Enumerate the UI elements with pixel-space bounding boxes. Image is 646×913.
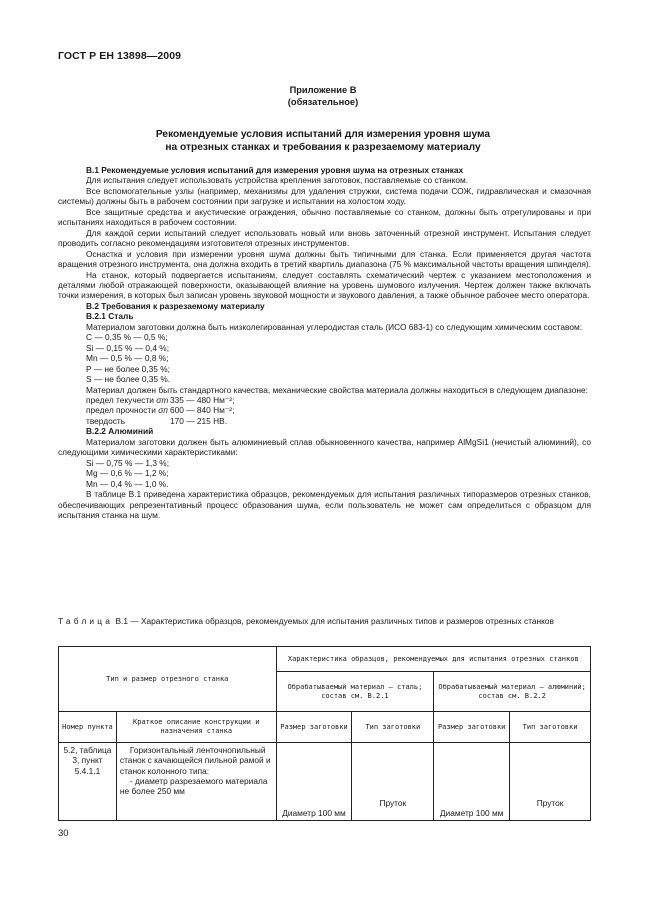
composition-item: Mn — 0,4 % — 1,0 %. [86,478,169,489]
header-machine-type: Тип и размер отрезного станка [59,647,277,712]
cell-item-number: 5.2, таблица 3, пункт 5.4.1.1 [59,743,117,821]
standard-header: ГОСТ Р ЕН 13898—2009 [58,50,182,62]
composition-item: С — 0,35 % — 0,5 %; [86,332,168,343]
property-value: 600 — 840 Нм⁻²; [170,405,235,416]
property-row [58,405,591,415]
document-title-line1: Рекомендуемые условия испытаний для измерения уровня шума [155,129,491,140]
composition-item: Si — 0,15 % — 0,4 %; [86,342,170,353]
composition-item: Mn — 0,5 % — 0,8 %; [86,353,169,364]
paragraph: Материалом заготовки должен быть алюминиевый сплав обыкновенного качества, например AlMgSi1 (нечистый алюминий), со следующими химическими характеристиками: [58,436,591,458]
paragraph: Материал должен быть стандартного качества, механические свойства материала должны находиться в следующем диапазоне: [86,384,588,395]
samples-table [58,646,591,821]
property-value: 335 — 480 Нм⁻²; [170,394,235,405]
cell-steel-size: Диаметр 100 мм [276,743,352,821]
paragraph: Для каждой серии испытаний следует использовать новый или вновь заточенный отрезной инструмент. Испытания следует проводить согласно рекомендациям изготовителя отрезных инструментов. [58,227,591,249]
property-row [58,395,591,405]
table-row [59,743,591,821]
cell-al-size: Диаметр 100 мм [434,743,510,821]
header-item-number: Номер пункта [59,712,117,743]
table-caption-label: Таблица [58,616,114,626]
section-b22-heading: В.2.2 Алюминий [86,426,154,437]
paragraph: Для испытания следует использовать устройства крепления заготовок, поставляемые со станком. [86,175,469,186]
header-samples: Характеристика образцов, рекомендуемых для испытания отрезных станков [276,647,590,672]
body-text [58,165,591,520]
cell-description [116,743,276,821]
page-number: 30 [58,828,69,839]
appendix-status: (обязательное) [287,97,359,107]
cell-steel-type: Пруток [352,743,434,821]
header-steel: Обрабатываемый материал — сталь; состав см. В.2.1 [276,672,434,712]
header-aluminium: Обрабатываемый материал — алюминий; состав см. В.2.2 [434,672,591,712]
table-caption [58,616,591,626]
table-caption-text: В.1 — Характеристика образцов, рекомендуемых для испытания различных типов и размеров отрезных станков [115,616,554,626]
appendix-title: Приложение В [289,85,357,95]
property-value: 170 — 215 НВ. [170,415,228,426]
property-name: предел прочности σп [86,405,168,416]
property-row [58,416,591,426]
cell-al-type: Пруток [510,743,591,821]
paragraph: Все защитные средства и акустические ограждения, обычно поставляемые со станком, должны быть отрегулированы и при испытаниях находиться в рабочем состоянии. [58,206,591,228]
paragraph: В таблице В.1 приведена характеристика образцов, рекомендуемых для испытания различных типоразмеров отрезных станков, обеспечивающих репрезентативный процесс образования шума, если пользователь не может сам определиться с образцом для испытания станка на шум. [58,489,591,520]
composition-item: S — не более 0,35 %. [86,374,171,385]
header-al-type: Тип заготовки [510,712,591,743]
header-steel-type: Тип заготовки [352,712,434,743]
header-description: Краткое описание конструкции и назначения станка [116,712,276,743]
composition-item: Si — 0,75 % — 1,3 %; [86,457,170,468]
description-text: Горизонтальный ленточнопильный станок с качающейся пильной рамой и станок колонного типа: [119,745,271,776]
header-steel-size: Размер заготовки [276,712,352,743]
header-al-size: Размер заготовки [434,712,510,743]
property-name: предел текучести σт [86,394,169,405]
paragraph: Оснастка и условия при измерении уровня шума должны быть типичными для станка. Если применяется другая частота вращения отрезного инструмента, она должна входить в третий квартиль диапазона (75 % максимальной частоты вращения шпинделя). [58,248,592,270]
paragraph: Все вспомогательные узлы (например, механизмы для удаления стружки, система подачи СОЖ, гидравлическая и смазочная системы) должны быть в рабочем состоянии при загрузке и испытании на холостом ходу. [58,185,591,207]
paragraph: Материалом заготовки должна быть низколегированная углеродистая сталь (ИСО 683-1) со следующим химическим составом: [86,321,583,332]
description-item: - диаметр разрезаемого материала не более 250 мм [119,775,268,797]
section-b21-heading: В.2.1 Сталь [86,311,134,322]
section-b2-heading: В.2 Требования к разрезаемому материалу [86,300,265,311]
section-b1-heading: В.1 Рекомендуемые условия испытаний для измерения уровня шума на отрезных станках [86,165,464,175]
document-title-line2: на отрезных станках и требования к разрезаемому материалу [165,142,481,153]
composition-item: P — не более 0,35 %; [86,363,170,374]
paragraph: На станок, который подвергается испытаниям, следует составлять схематический чертеж с указанием местоположения и деталями любой отражающей поверхности, оказывающей влияние на уровень шумового излучения. Чертеж должен также включать точки измерения, в которых был записан уровень звуковой мощности и звукового давления, а также обычное рабочее место оператора. [58,269,591,301]
composition-item: Mg — 0,6 % — 1,2 %; [86,468,169,479]
property-name: твердость [86,415,126,426]
